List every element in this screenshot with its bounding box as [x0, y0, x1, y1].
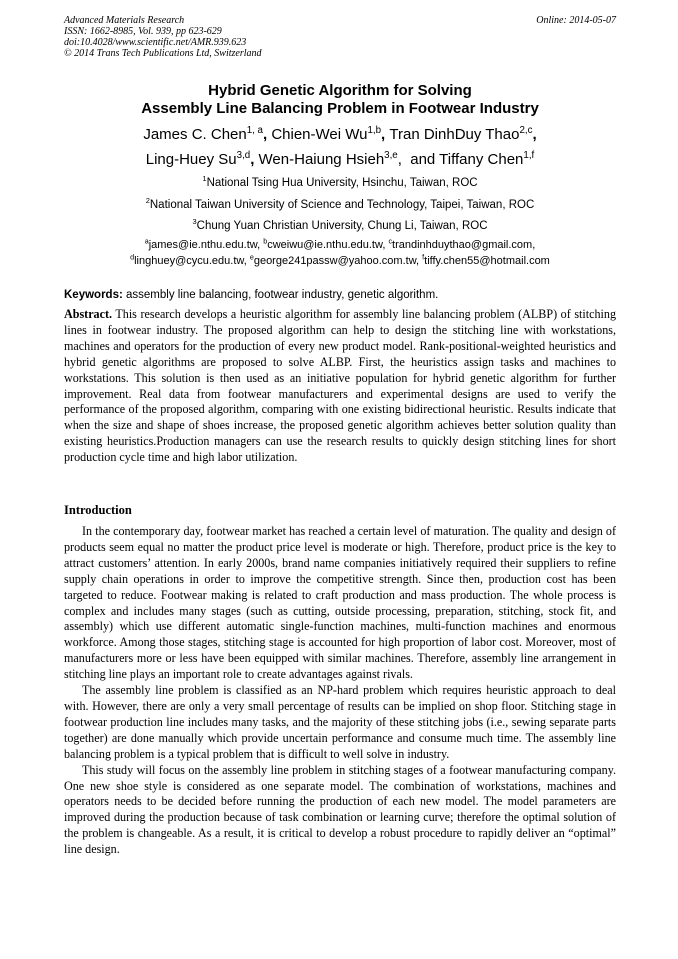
email-address[interactable]: tiffy.chen55@hotmail.com	[424, 255, 550, 267]
affiliation-text: Chung Yuan Christian University, Chung Li, Taiwan, ROC	[196, 220, 488, 232]
email-line-1	[64, 237, 616, 253]
affiliation	[64, 173, 616, 195]
email-sup: b	[263, 237, 268, 246]
author-separator: ,	[262, 126, 272, 143]
affiliation-text: National Taiwan University of Science and Technology, Taipei, Taiwan, ROC	[149, 198, 535, 211]
email-address[interactable]: george241passw@yahoo.com.tw,	[253, 255, 423, 267]
author-name: Tiffany Chen	[439, 151, 524, 168]
title-line-1: Hybrid Genetic Algorithm for Solving	[208, 82, 472, 99]
journal-header	[64, 15, 616, 59]
email-address[interactable]: cweiwu@ie.nthu.edu.tw,	[267, 239, 389, 251]
journal-doi: doi:10.4028/www.scientific.net/AMR.939.623	[64, 37, 247, 48]
author-line-1	[64, 122, 616, 147]
email-address[interactable]: james@ie.nthu.edu.tw,	[148, 239, 264, 251]
abstract-paragraph	[64, 307, 616, 466]
online-date: Online: 2014-05-07	[536, 15, 616, 26]
affiliation-sup: 2	[145, 195, 150, 205]
email-sup: f	[422, 253, 425, 262]
author-affil-sup: 1, a	[246, 125, 263, 136]
section-heading-introduction: Introduction	[64, 503, 132, 517]
affiliation-list	[64, 173, 616, 238]
author-list	[64, 122, 616, 172]
introduction-body	[64, 524, 616, 858]
title-line-2: Assembly Line Balancing Problem in Footwear Industry	[141, 100, 539, 117]
email-list	[64, 237, 616, 269]
journal-issn: ISSN: 1662-8985, Vol. 939, pp 623-629	[64, 26, 222, 37]
email-sup: d	[130, 253, 135, 262]
intro-paragraph-1: In the contemporary day, footwear market has reached a certain level of maturation. The quality and design of products seem equal no matter the product price level is moderate or high. Therefore, product price is the key to attract customers’ attention. In early 2000s, brand name companies initiatively required their suppliers to refine supply chain operations in order to improve the competitive strength. Since then, production cost has been targeted to reduce. Footwear making is related to craft production and mass production. The whole process is complex and includes many stages (such as cutting, outside processing, preparation, stitching, stock fit, and assembly) which use different automatic single-function machines, multi-function machines and enormous workforce. Among those stages, stitching stage is accounted for high proportion of labor cost. Moreover, most of manufacturers more or less have been equipped with similar machines. Therefore, assembly line arrangement in stitching line plays an important role to create advantages against rivals.	[64, 524, 616, 682]
email-address[interactable]: trandinhduythao@gmail.com,	[392, 239, 536, 251]
author-name: Ling-Huey Su	[145, 151, 237, 168]
affiliation	[64, 216, 616, 238]
email-sup: e	[249, 253, 254, 262]
affiliation-sup: 1	[202, 174, 207, 184]
affiliation-sup: 3	[192, 217, 197, 227]
author-affil-sup: 2,c	[519, 125, 533, 136]
keywords-label: Keywords:	[64, 289, 123, 301]
email-sup: c	[388, 237, 393, 246]
journal-name: Advanced Materials Research	[64, 15, 185, 26]
email-address[interactable]: linghuey@cycu.edu.tw,	[134, 255, 250, 267]
author-name: Tran DinhDuy Thao	[389, 126, 520, 143]
keywords-text: assembly line balancing, footwear industry, genetic algorithm.	[122, 289, 439, 301]
author-name: Wen-Haiung Hsieh	[258, 151, 385, 168]
affiliation-text: National Tsing Hua University, Hsinchu, Taiwan, ROC	[206, 177, 478, 189]
author-name: James C. Chen	[143, 126, 247, 143]
journal-copyright: © 2014 Trans Tech Publications Ltd, Switzerland	[64, 48, 262, 59]
email-line-2	[64, 253, 616, 269]
intro-paragraph-2: The assembly line problem is classified as an NP-hard problem which requires heuristic approach to deal with. However, there are only a very small percentage of results can be implied on shop floor. Stitching stage in footwear production line includes many tasks, and the majority of these stitching jobs (i.e., sewing separate parts together) are done manually which provide uncertain performance and consume much time. The assembly line balancing problem is a typical problem that is difficult to well solve in industry.	[64, 683, 616, 761]
affiliation	[64, 195, 616, 217]
author-affil-sup: 3,e	[384, 150, 398, 161]
author-affil-sup: 3,d	[236, 150, 251, 161]
author-separator: ,	[532, 126, 537, 143]
author-affil-sup: 1,f	[523, 150, 535, 161]
abstract-text: This research develops a heuristic algorithm for assembly line balancing problem (ALBP) of stitching lines in footwear industry. The proposed algorithm can help to design the stitching line with workstations, machines and operators for the production of every new product model. Rank-positional-weighted heuristics and hybrid genetic algorithms are proposed to solve ALBP. First, the heuristics assign tasks and machines to workstations. This solution is then used as an initiative population for hybrid genetic algorithm for further improvement. Real data from footwear manufacturers and experimental designs are used to verify the performance of the proposed algorithm, comparing with one existing bidirectional heuristic. Results indicate that when the size and shape of shoes increase, the proposed genetic algorithm achieves better solution quality than existing heuristics.Production managers can use the research results to quickly design stitching lines for short production cycle time and high labor utilization.	[64, 307, 616, 465]
email-sup: a	[144, 237, 149, 246]
author-separator: ,	[381, 126, 390, 143]
intro-paragraph-3: This study will focus on the assembly line problem in stitching stages of a footwear manufacturing company. One new shoe style is considered as one separate model. The combination of workstations, machines and operators needs to be decided before running the production of each new model. The model parameters are improved during the production because of task combination or learning curve; therefore the optimal solution of the problem is changeable. As a result, it is critical to develop a robust procedure to rapidly deliver an “optimal” line design.	[64, 762, 616, 857]
abstract	[64, 307, 616, 466]
paper-title	[64, 82, 616, 118]
author-line-2	[64, 147, 616, 172]
author-separator: ,	[250, 151, 259, 168]
author-affil-sup: 1,b	[367, 125, 382, 136]
abstract-label: Abstract.	[64, 307, 113, 321]
author-separator: , and	[397, 151, 440, 168]
keywords	[64, 287, 616, 303]
author-name: Chien-Wei Wu	[271, 126, 368, 143]
